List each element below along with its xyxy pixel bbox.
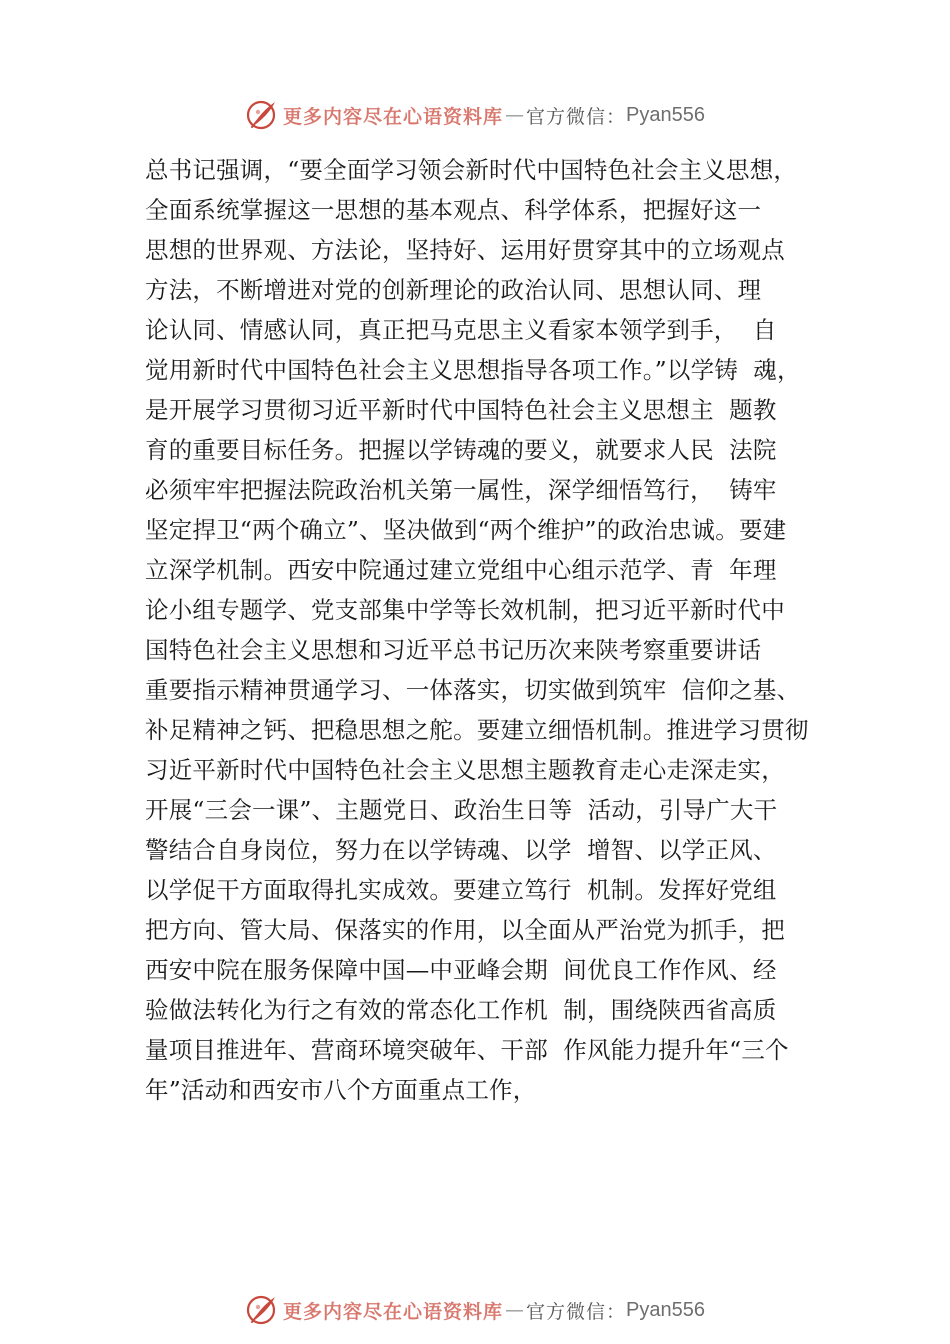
quill-logo-icon <box>245 98 279 132</box>
body-line-11: 立深学机制。西安中院通过建立党组中心组示范学、青 年理 <box>145 556 777 584</box>
document-body <box>145 150 845 1110</box>
body-line-19: 以学促干方面取得扎实成效。要建立笃行 机制。发挥好党组 <box>145 876 777 904</box>
body-line-13: 国特色社会主义思想和习近平总书记历次来陕考察重要讲话 <box>145 636 762 664</box>
footer-banner <box>0 1290 950 1330</box>
body-line-23: 量项目推进年、营商环境突破年、干部 作风能力提升年“三个 <box>145 1036 789 1064</box>
body-line-12: 论小组专题学、党支部集中学等长效机制，把习近平新时代中 <box>145 596 785 624</box>
body-line-18: 警结合自身岗位，努力在以学铸魂、以学 增智、以学正风、 <box>145 836 777 864</box>
footer-wechat-label: 官方微信： <box>526 1300 627 1323</box>
footer-brand-text: 更多内容尽在心语资料库 <box>283 1300 504 1323</box>
header-brand-text: 更多内容尽在心语资料库 <box>283 105 504 128</box>
body-line-3: 思想的世界观、方法论，坚持好、运用好贯穿其中的立场观点 <box>145 236 785 264</box>
body-line-21: 西安中院在服务保障中国—中亚峰会期 间优良工作作风、经 <box>145 956 777 984</box>
body-line-4: 方法，不断增进对党的创新理论的政治认同、思想认同、理 <box>145 276 762 304</box>
body-line-5: 论认同、情感认同，真正把马克思主义看家本领学到手， 自 <box>145 316 777 344</box>
header-wechat-id: Pyan556 <box>626 103 705 126</box>
header-separator: — <box>505 104 525 126</box>
body-line-14: 重要指示精神贯通学习、一体落实，切实做到筑牢 信仰之基、 <box>145 676 801 704</box>
body-line-2: 全面系统掌握这一思想的基本观点、科学体系，把握好这一 <box>145 196 762 224</box>
body-line-16: 习近平新时代中国特色社会主义思想主题教育走心走深走实， <box>145 756 785 784</box>
body-line-6: 觉用新时代中国特色社会主义思想指导各项工作。”以学铸 魂， <box>145 356 801 384</box>
body-line-17: 开展“三会一课”、主题党日、政治生日等 活动，引导广大干 <box>145 796 778 824</box>
quill-logo-icon <box>245 1293 279 1327</box>
body-line-8: 育的重要目标任务。把握以学铸魂的要义，就要求人民 法院 <box>145 436 777 464</box>
body-line-1: 总书记强调，“要全面学习领会新时代中国特色社会主义思想， <box>145 156 798 184</box>
body-line-22: 验做法转化为行之有效的常态化工作机 制，围绕陕西省高质 <box>145 996 777 1024</box>
body-line-9: 必须牢牢把握法院政治机关第一属性，深学细悟笃行， 铸牢 <box>145 476 777 504</box>
header-banner <box>0 95 950 135</box>
footer-separator: — <box>505 1299 525 1321</box>
body-line-24: 年”活动和西安市八个方面重点工作， <box>145 1076 537 1104</box>
footer-wechat-id: Pyan556 <box>626 1298 705 1321</box>
header-wechat-label: 官方微信： <box>526 105 627 128</box>
body-line-15: 补足精神之钙、把稳思想之舵。要建立细悟机制。推进学习贯彻 <box>145 716 809 744</box>
body-line-10: 坚定捍卫“两个确立”、坚决做到“两个维护”的政治忠诚。要建 <box>145 516 787 544</box>
body-line-7: 是开展学习贯彻习近平新时代中国特色社会主义思想主 题教 <box>145 396 777 424</box>
body-line-20: 把方向、管大局、保落实的作用，以全面从严治党为抓手，把 <box>145 916 785 944</box>
